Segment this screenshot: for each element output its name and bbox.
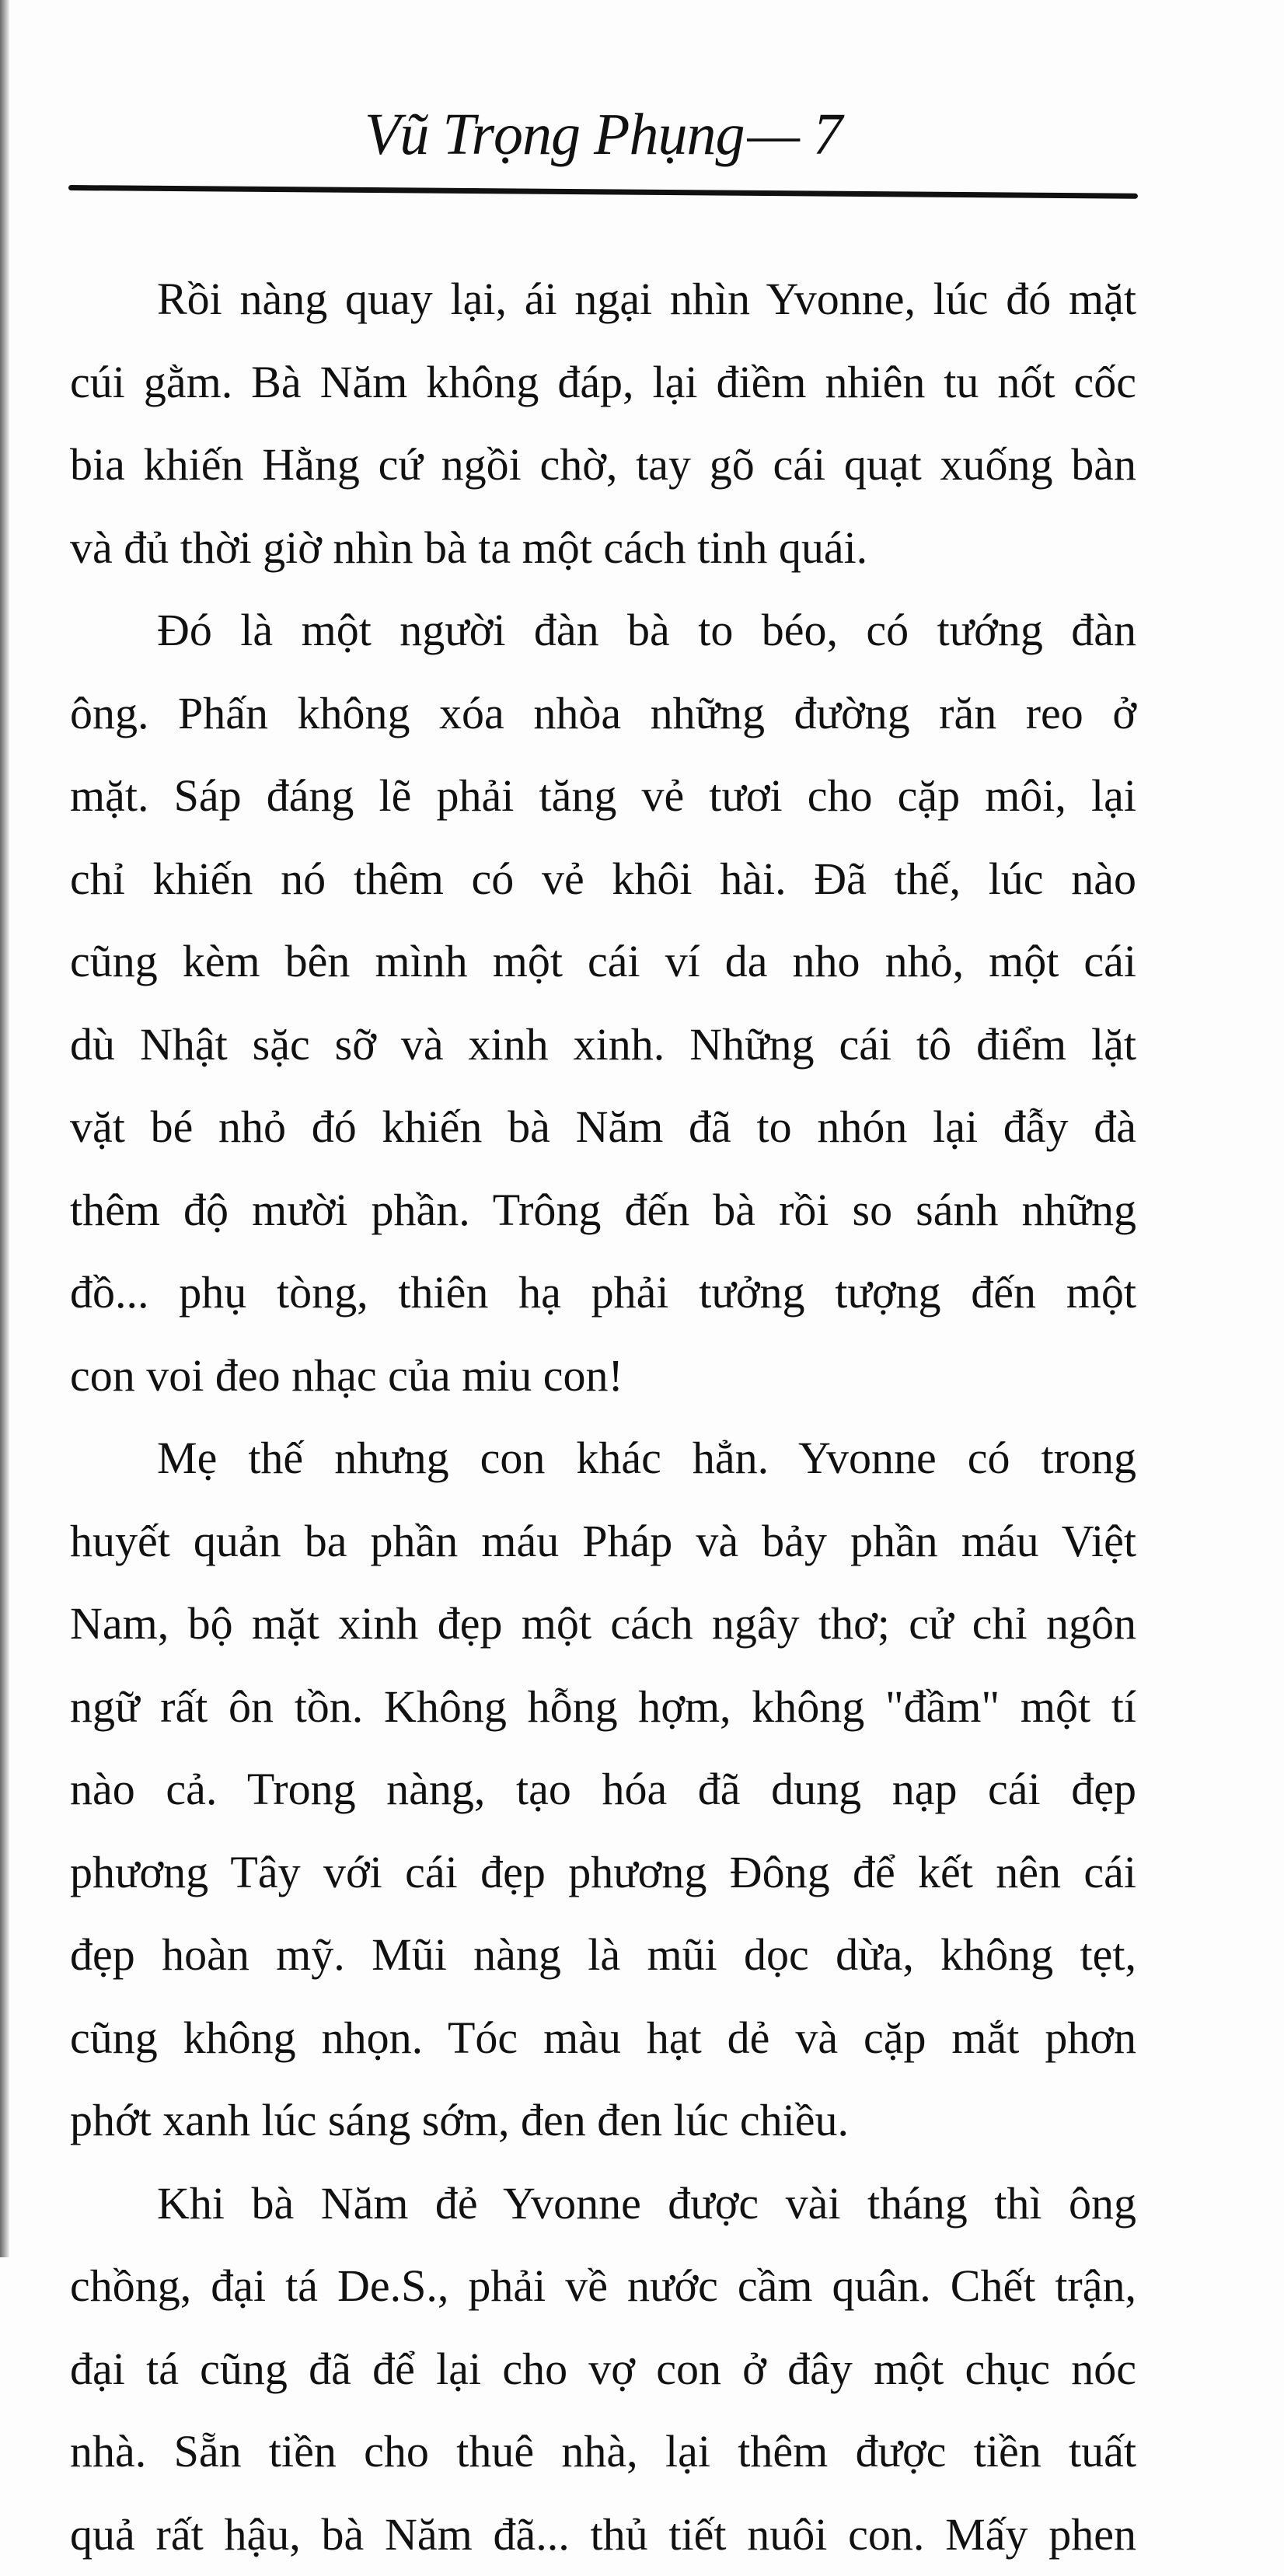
- text-line: thêm độ mười phần. Trông đến bà rồi so sánh những: [70, 1169, 1136, 1252]
- text-line: bia khiến Hằng cứ ngồi chờ, tay gõ cái quạt xuống bàn: [70, 424, 1136, 507]
- text-line: và đủ thời giờ nhìn bà ta một cách tinh quái.: [70, 507, 1136, 590]
- text-line: mặt. Sáp đáng lẽ phải tăng vẻ tươi cho cặp môi, lại: [70, 755, 1136, 838]
- text-line: cúi gằm. Bà Năm không đáp, lại điềm nhiên tu nốt cốc: [70, 341, 1136, 424]
- text-line: con voi đeo nhạc của miu con!: [70, 1335, 1136, 1418]
- paragraph: [70, 2162, 1136, 2576]
- header-rule: [68, 185, 1138, 199]
- text-line: chồng, đại tá De.S., phải về nước cầm quân. Chết trận,: [70, 2245, 1136, 2328]
- text-line: ông. Phấn không xóa nhòa những đường răn reo ở: [70, 672, 1136, 756]
- text-line: huyết quản ba phần máu Pháp và bảy phần máu Việt: [70, 1500, 1136, 1583]
- text-line: Nam, bộ mặt xinh đẹp một cách ngây thơ; cử chỉ ngôn: [70, 1583, 1136, 1666]
- scan-edge-shadow: [0, 0, 9, 2257]
- text-line: Đó là một người đàn bà to béo, có tướng đàn: [70, 589, 1136, 672]
- text-line: Mẹ thế nhưng con khác hẳn. Yvonne có trong: [70, 1417, 1136, 1500]
- text-line: cũng không nhọn. Tóc màu hạt dẻ và cặp mắt phơn: [70, 1997, 1136, 2080]
- text-line: Khi bà Năm đẻ Yvonne được vài tháng thì ông: [70, 2162, 1136, 2246]
- text-line: quả rất hậu, bà Năm đã... thủ tiết nuôi con. Mấy phen: [70, 2494, 1136, 2576]
- page-number: — 7: [747, 102, 842, 167]
- text-line: phương Tây với cái đẹp phương Đông để kết nên cái: [70, 1831, 1136, 1915]
- text-line: phớt xanh lúc sáng sớm, đen đen lúc chiều.: [70, 2079, 1136, 2162]
- text-line: ngữ rất ôn tồn. Không hỗng hợm, không "đầm" một tí: [70, 1666, 1136, 1749]
- text-line: vặt bé nhỏ đó khiến bà Năm đã to nhón lại đẫy đà: [70, 1086, 1136, 1169]
- text-line: chỉ khiến nó thêm có vẻ khôi hài. Đã thế, lúc nào: [70, 838, 1136, 921]
- text-line: đẹp hoàn mỹ. Mũi nàng là mũi dọc dừa, không tẹt,: [70, 1914, 1136, 1997]
- page-body-text: [70, 258, 1136, 2576]
- text-line: nào cả. Trong nàng, tạo hóa đã dung nạp cái đẹp: [70, 1748, 1136, 1831]
- text-line: dù Nhật sặc sỡ và xinh xinh. Những cái tô điểm lặt: [70, 1004, 1136, 1087]
- text-line: nhà. Sẵn tiền cho thuê nhà, lại thêm được tiền tuất: [70, 2410, 1136, 2494]
- running-header: [70, 92, 1136, 177]
- paragraph: [70, 258, 1136, 589]
- header-author-title: Vũ Trọng Phụng: [365, 102, 745, 167]
- paragraph: [70, 589, 1136, 1417]
- text-line: đại tá cũng đã để lại cho vợ con ở đây một chục nóc: [70, 2328, 1136, 2411]
- text-line: Rồi nàng quay lại, ái ngại nhìn Yvonne, lúc đó mặt: [70, 258, 1136, 341]
- paragraph: [70, 1417, 1136, 2162]
- text-line: đồ... phụ tòng, thiên hạ phải tưởng tượng đến một: [70, 1251, 1136, 1335]
- text-line: cũng kèm bên mình một cái ví da nho nhỏ, một cái: [70, 920, 1136, 1004]
